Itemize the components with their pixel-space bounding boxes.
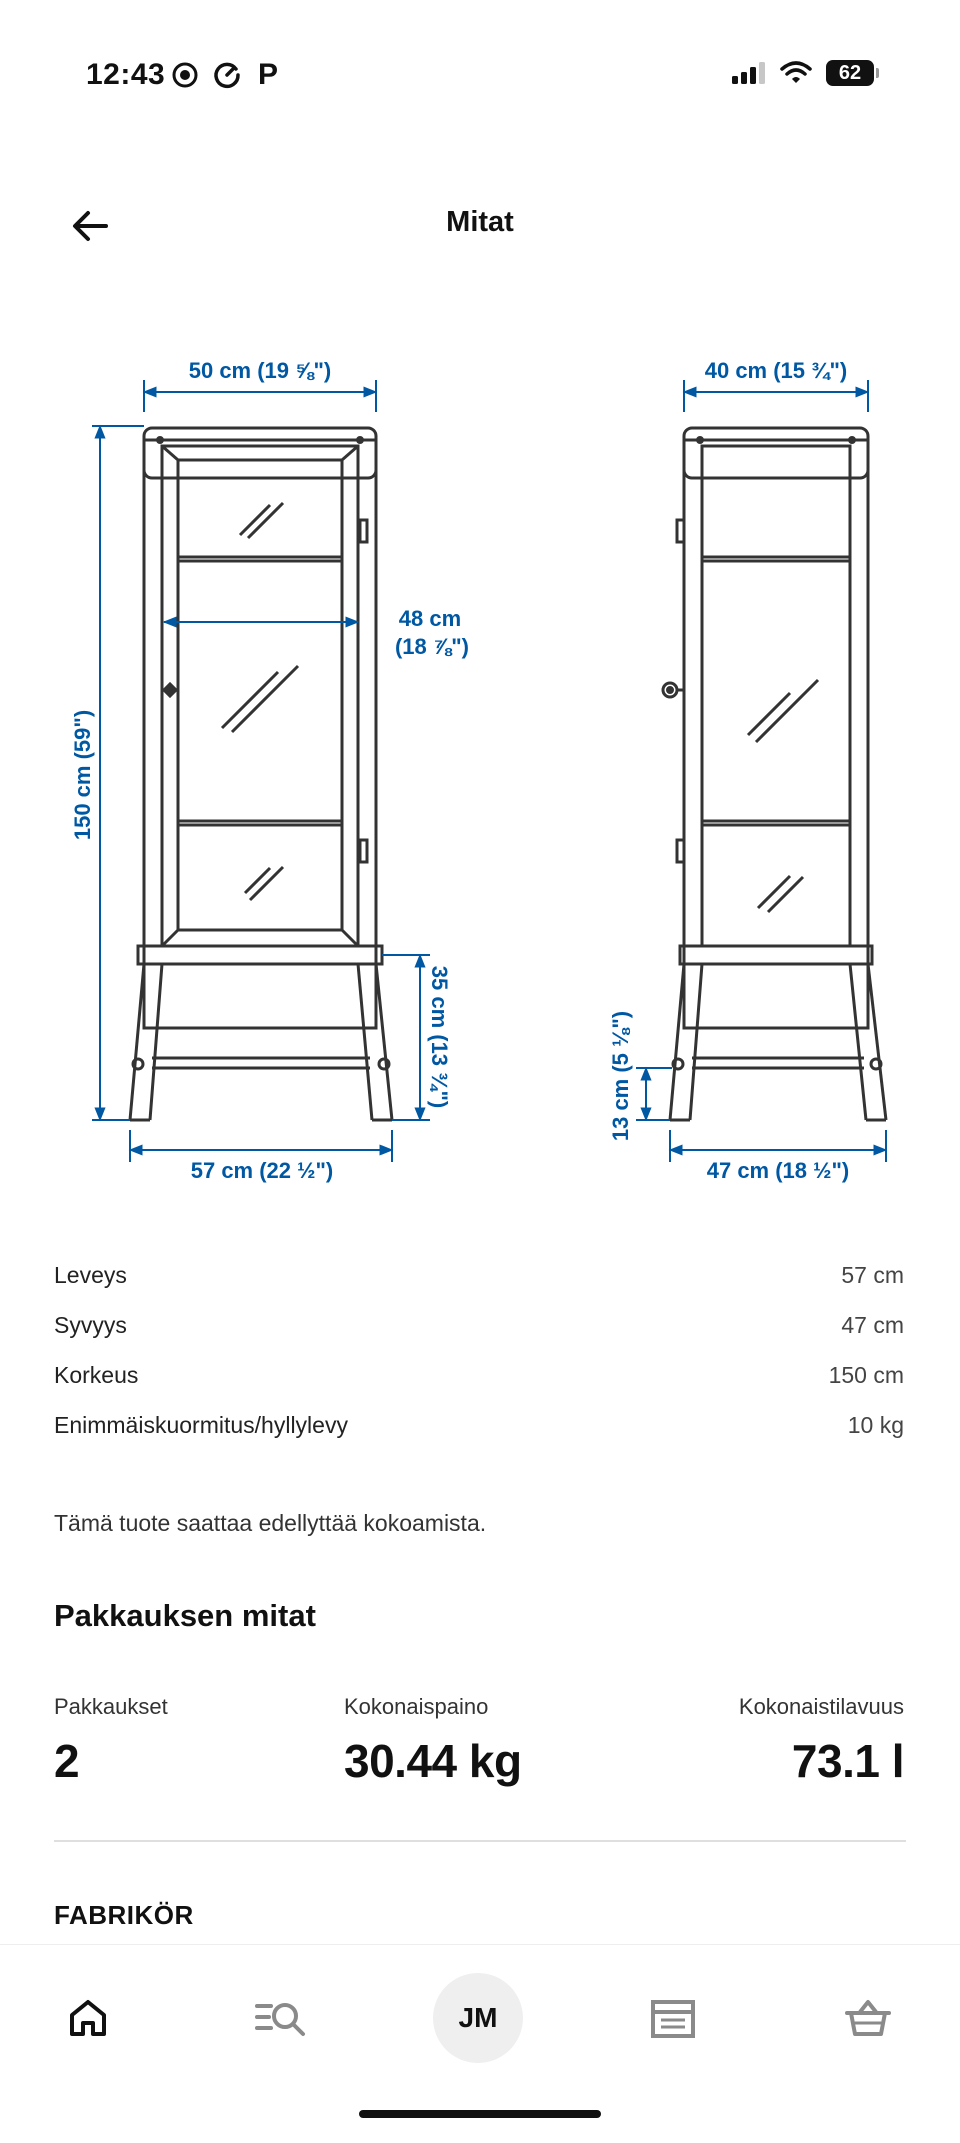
package-weight <box>344 1694 522 1788</box>
home-icon <box>66 1996 110 2040</box>
battery-indicator <box>826 60 874 86</box>
dim-front-top-width: 50 cm (19 ⅝") <box>188 358 332 383</box>
package-volume <box>739 1694 904 1788</box>
package-stats <box>54 1694 904 1794</box>
spec-value: 47 cm <box>841 1312 904 1338</box>
package-count-label: Pakkaukset <box>54 1694 168 1719</box>
battery-level: 62 <box>838 61 862 84</box>
sync-icon <box>212 60 242 90</box>
store-icon <box>649 1996 697 2040</box>
status-time: 12:43 <box>86 58 166 91</box>
package-weight-value: 30.44 kg <box>344 1735 522 1787</box>
avatar[interactable] <box>433 1973 523 2063</box>
spec-value: 150 cm <box>828 1362 904 1388</box>
package-weight-label: Kokonaispaino <box>344 1694 489 1719</box>
home-indicator[interactable] <box>359 2110 601 2118</box>
status-right <box>732 60 874 86</box>
package-count-value: 2 <box>54 1735 80 1787</box>
front-view <box>130 428 392 1120</box>
dim-side-bottom-depth: 47 cm (18 ½") <box>706 1158 850 1183</box>
side-view <box>663 428 886 1120</box>
spec-list <box>54 1262 904 1462</box>
search-list-icon <box>255 1996 309 2040</box>
spec-value: 57 cm <box>841 1262 904 1288</box>
nav-home[interactable] <box>43 1973 133 2063</box>
spec-value: 10 kg <box>847 1412 904 1438</box>
record-icon <box>170 60 200 90</box>
dim-front-bottom-width: 57 cm (22 ½") <box>190 1158 334 1183</box>
product-section-title[interactable]: FABRIKÖR <box>54 1900 194 1930</box>
package-volume-label: Kokonaistilavuus <box>738 1694 904 1719</box>
nav-basket[interactable] <box>823 1973 913 2063</box>
divider <box>54 1840 906 1842</box>
status-p: P <box>258 58 279 91</box>
nav-search[interactable] <box>237 1973 327 2063</box>
page-header <box>0 190 960 260</box>
page-title: Mitat <box>446 206 514 238</box>
nav-profile[interactable] <box>433 1973 523 2063</box>
package-count <box>54 1694 168 1788</box>
spec-label: Enimmäiskuormitus/hyllylevy <box>54 1412 348 1438</box>
package-volume-value: 73.1 l <box>791 1735 904 1787</box>
spec-row-height <box>54 1362 904 1412</box>
package-section-title: Pakkauksen mitat <box>54 1598 316 1633</box>
dim-inner-width-cm: 48 cm <box>398 606 462 631</box>
spec-row-width <box>54 1262 904 1312</box>
dimension-drawing <box>0 340 960 1200</box>
dimension-lines <box>92 380 886 1162</box>
dim-leg-height: 35 cm (13 ¾") <box>427 965 452 1109</box>
avatar-initials: JM <box>458 2002 498 2033</box>
spec-label: Leveys <box>54 1262 127 1288</box>
nav-store[interactable] <box>628 1973 718 2063</box>
spec-row-max-load <box>54 1412 904 1462</box>
dim-side-top-depth: 40 cm (15 ¾") <box>704 358 848 383</box>
spec-label: Syvyys <box>54 1312 127 1338</box>
dim-height: 150 cm (59") <box>70 709 95 841</box>
dim-inner-width-in: (18 ⅞") <box>394 634 470 659</box>
assembly-note: Tämä tuote saattaa edellyttää kokoamista. <box>54 1510 487 1536</box>
wifi-icon <box>780 61 812 85</box>
signal-icon <box>732 62 766 84</box>
basket-icon <box>844 1996 892 2040</box>
spec-label: Korkeus <box>54 1362 139 1388</box>
spec-row-depth <box>54 1312 904 1362</box>
status-bar <box>0 0 960 150</box>
dim-stretcher-height: 13 cm (5 ⅛") <box>608 1010 633 1142</box>
